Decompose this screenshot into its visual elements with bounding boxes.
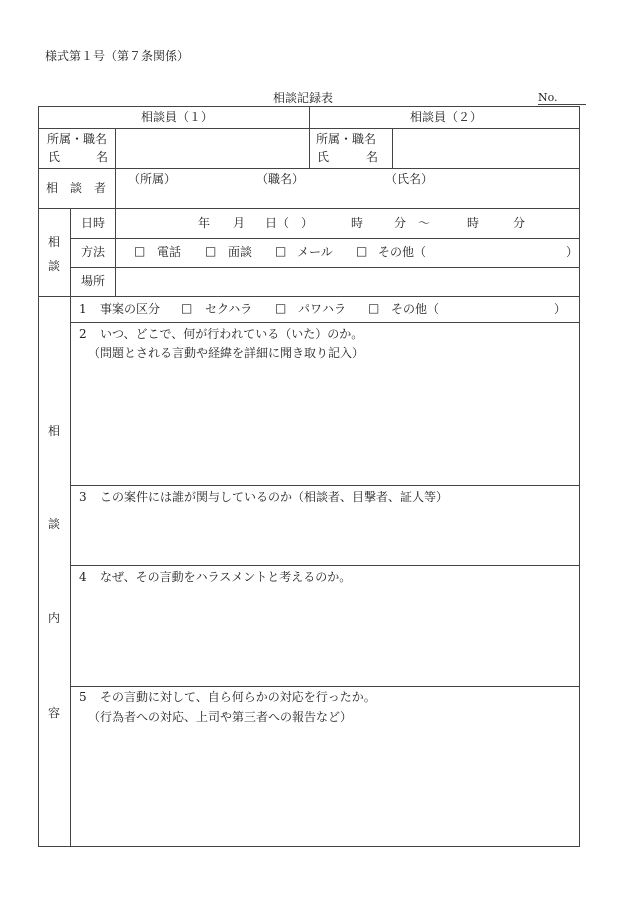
- q1-other-label: その他（: [391, 302, 440, 316]
- q4-text: なぜ、その言動をハラスメントと考えるのか。: [100, 570, 352, 584]
- counselor-1-name-label-2: 名: [96, 150, 109, 164]
- datetime-day-label: 日（ ）: [265, 216, 314, 230]
- counselor-1-header: 相談員（１）: [141, 110, 214, 124]
- method-label: 方法: [81, 245, 106, 259]
- method-phone-label: 電話: [157, 245, 182, 259]
- counselor-1-name-label-1: 氏: [48, 150, 61, 164]
- checkbox-phone[interactable]: □: [134, 244, 146, 258]
- row-divider: [70, 485, 580, 486]
- content-side-label-4: 容: [48, 706, 61, 720]
- datetime-minute-start-label: 分 ～: [394, 216, 431, 230]
- q5-subtext: （行為者への対応、上司や第三者への報告など）: [88, 710, 353, 724]
- q4-number: 4: [79, 570, 87, 584]
- counselor-1-input[interactable]: [116, 129, 308, 167]
- q1-sekuhara-label: セクハラ: [205, 302, 253, 316]
- row-divider: [38, 208, 580, 209]
- counselor-2-header: 相談員（２）: [410, 110, 483, 124]
- content-side-label-2: 談: [48, 517, 61, 531]
- q3-text: この案件には誰が関与しているのか（相談者、目撃者、証人等）: [100, 490, 449, 504]
- q4-answer-area[interactable]: [71, 588, 579, 685]
- content-side-label-1: 相: [48, 424, 61, 438]
- datetime-hour-start-label: 時: [351, 216, 364, 230]
- row-divider: [70, 322, 580, 323]
- checkbox-sekuhara[interactable]: □: [181, 301, 193, 315]
- number-label: No.: [538, 91, 558, 104]
- counselor-2-name-label-1: 氏: [317, 150, 330, 164]
- number-field-underline[interactable]: [538, 104, 586, 105]
- q2-number: 2: [79, 327, 87, 341]
- counselor-2-input[interactable]: [393, 129, 579, 167]
- method-other-label: その他（: [378, 245, 427, 259]
- method-other-close: ）: [566, 245, 579, 259]
- q5-answer-area[interactable]: [71, 728, 579, 846]
- datetime-month-label: 月: [233, 216, 246, 230]
- checkbox-pawahara[interactable]: □: [275, 301, 287, 315]
- consulter-name-label: （氏名）: [385, 172, 434, 186]
- consult-side-label-1: 相: [48, 235, 61, 249]
- q3-number: 3: [79, 490, 87, 504]
- q2-text: いつ、どこで、何が行われている（いた）のか。: [100, 327, 364, 341]
- counselor-2-name-label-2: 名: [366, 150, 379, 164]
- counselor-2-affiliation-label: 所属・職名: [316, 132, 377, 146]
- content-side-label-3: 内: [48, 611, 61, 625]
- place-input[interactable]: [116, 268, 579, 295]
- q2-subtext: （問題とされる言動や経緯を詳細に聞き取り記入）: [88, 346, 365, 360]
- datetime-year-label: 年: [198, 216, 211, 230]
- counselor-1-affiliation-label: 所属・職名: [47, 132, 108, 146]
- col-divider: [70, 208, 71, 296]
- row-divider: [70, 565, 580, 566]
- row-divider: [38, 296, 580, 297]
- q5-number: 5: [79, 690, 87, 704]
- form-id: 様式第１号（第７条関係）: [45, 49, 190, 63]
- consult-side-label-2: 談: [48, 259, 61, 273]
- consulter-affiliation-label: （所属）: [128, 172, 177, 186]
- checkbox-interview[interactable]: □: [205, 244, 217, 258]
- method-mail-label: メール: [297, 245, 333, 259]
- datetime-hour-end-label: 時: [467, 216, 480, 230]
- page-title: 相談記録表: [273, 91, 334, 105]
- consulter-input[interactable]: [116, 169, 579, 207]
- q5-text: その言動に対して、自ら何らかの対応を行ったか。: [100, 690, 376, 704]
- datetime-minute-end-label: 分: [513, 216, 526, 230]
- q2-answer-area[interactable]: [71, 365, 579, 483]
- datetime-label: 日時: [81, 216, 106, 230]
- consulter-label: 相 談 者: [46, 181, 107, 195]
- method-interview-label: 面談: [228, 245, 253, 259]
- checkbox-method-other[interactable]: □: [356, 244, 368, 258]
- consulter-position-label: （職名）: [256, 172, 305, 186]
- q1-other-close: ）: [554, 302, 567, 316]
- q1-number: 1: [79, 302, 87, 316]
- col-divider: [309, 106, 310, 168]
- checkbox-q1-other[interactable]: □: [368, 301, 380, 315]
- row-divider: [70, 686, 580, 687]
- q1-pawahara-label: パワハラ: [298, 302, 347, 316]
- row-divider: [70, 238, 580, 239]
- q1-text: 事案の区分: [100, 302, 161, 316]
- q3-answer-area[interactable]: [71, 508, 579, 564]
- checkbox-mail[interactable]: □: [275, 244, 287, 258]
- place-label: 場所: [81, 274, 106, 288]
